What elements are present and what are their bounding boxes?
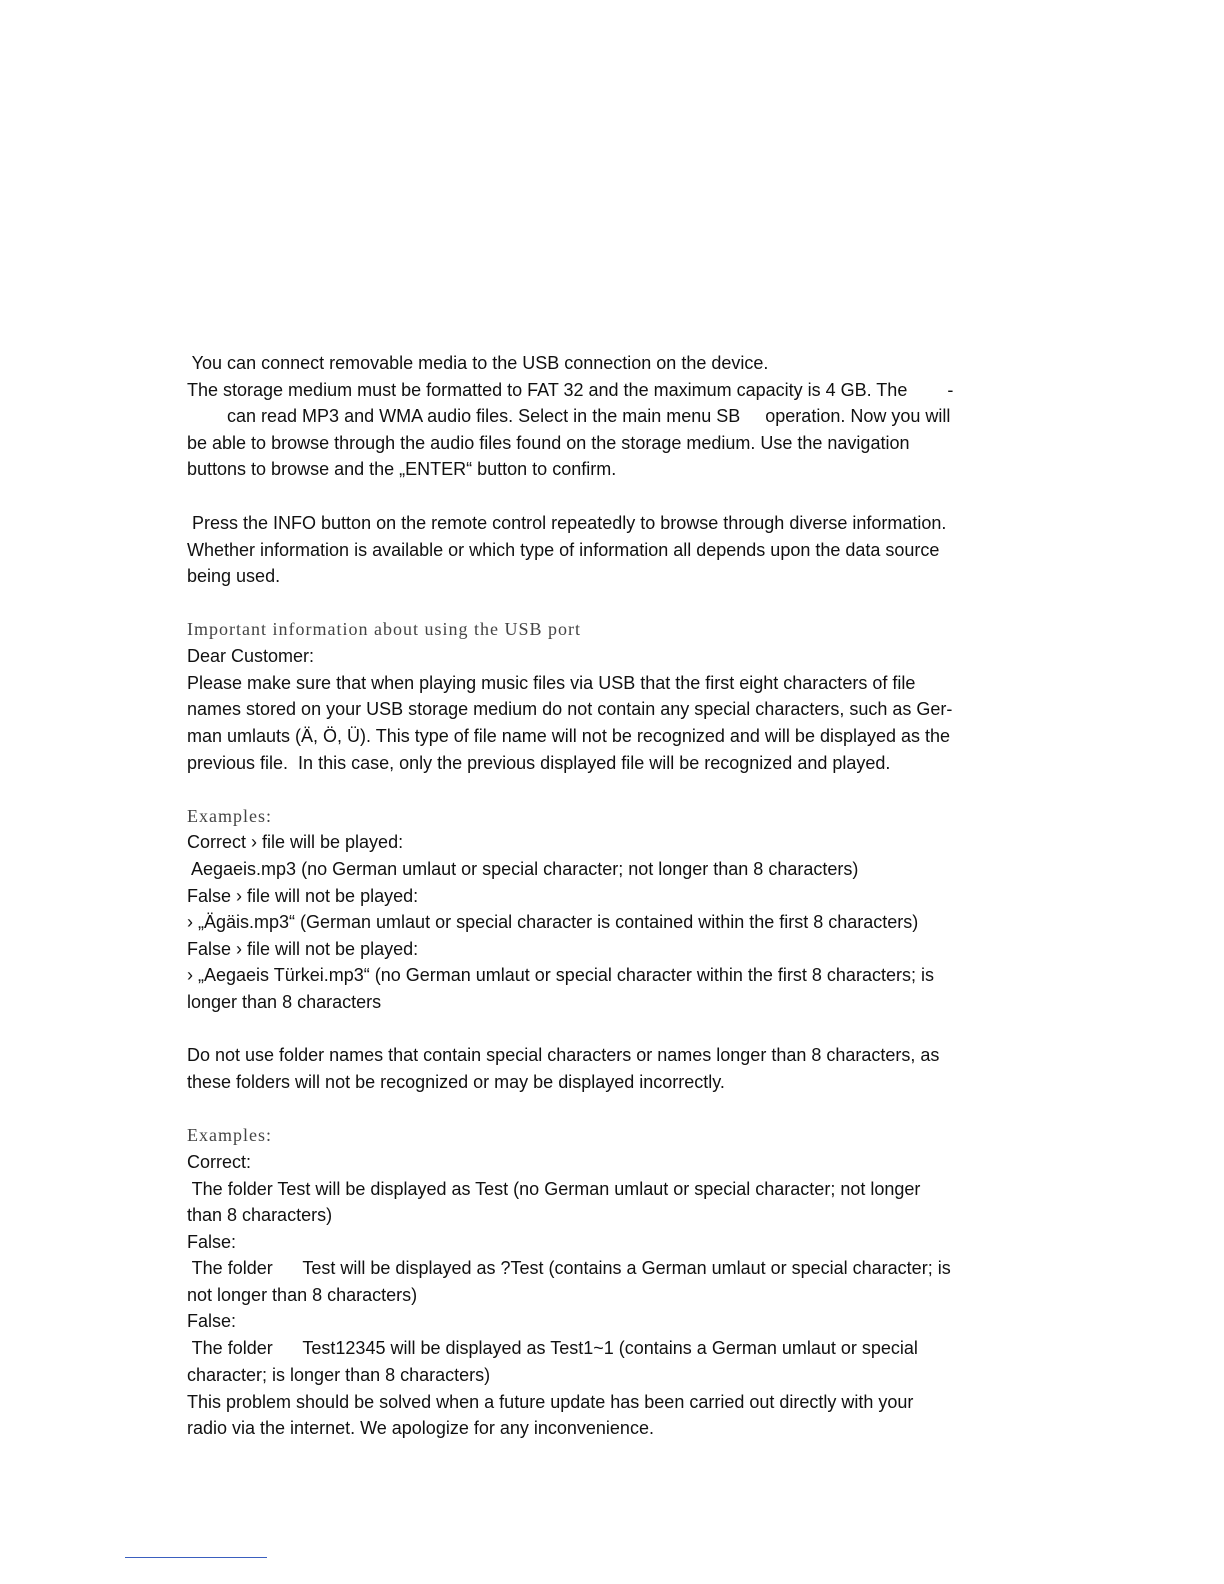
file-examples-heading: Examples: [187, 806, 272, 826]
file-example-line-6: › „Aegaeis Türkei.mp3“ (no German umlaut or special character within the first 8 characters; is [187, 965, 934, 985]
file-example-line-4: › „Ägäis.mp3“ (German umlaut or special character is contained within the first 8 characters) [187, 912, 919, 932]
folder-example-line-8: The folder Test12345 will be displayed as Test1~1 (contains a German umlaut or special [187, 1338, 918, 1358]
usb-text-line-1: You can connect removable media to the USB connection on the device. [187, 353, 769, 373]
info-text-line-2: Whether information is available or which type of information all depends upon the data source [187, 540, 940, 560]
important-text-line-1: Dear Customer: [187, 646, 315, 666]
folder-example-line-7: False: [187, 1311, 237, 1331]
folder-example-line-3: than 8 characters) [187, 1205, 333, 1225]
info-text-line-1: Press the INFO button on the remote control repeatedly to browse through diverse information. [187, 513, 947, 533]
file-example-line-7: longer than 8 characters [187, 992, 382, 1012]
info-text-line-3: being used. [187, 566, 281, 586]
folder-example-line-2: The folder Test will be displayed as Test (no German umlaut or special character; not longer [187, 1179, 921, 1199]
folder-example-line-9: character; is longer than 8 characters) [187, 1365, 491, 1385]
folder-example-line-6: not longer than 8 characters) [187, 1285, 418, 1305]
important-text-line-5: previous file. In this case, only the previous displayed file will be recognized and played. [187, 753, 891, 773]
footer-rule [125, 1557, 267, 1558]
folder-text-line-2: these folders will not be recognized or may be displayed incorrectly. [187, 1072, 725, 1092]
folder-examples-heading: Examples: [187, 1125, 272, 1145]
usb-text-line-2: The storage medium must be formatted to FAT 32 and the maximum capacity is 4 GB. The - [187, 380, 954, 400]
important-text-line-2: Please make sure that when playing music files via USB that the first eight characters of file [187, 673, 916, 693]
important-text-line-3: names stored on your USB storage medium do not contain any special characters, such as Ger- [187, 699, 953, 719]
folder-example-line-1: Correct: [187, 1152, 252, 1172]
folder-example-line-5: The folder Test will be displayed as ?Test (contains a German umlaut or special character; is [187, 1258, 951, 1278]
important-text-line-4: man umlauts (Ä, Ö, Ü). This type of file name will not be recognized and will be displayed as the [187, 726, 951, 746]
folder-example-line-4: False: [187, 1232, 237, 1252]
file-example-line-2: Aegaeis.mp3 (no German umlaut or special character; not longer than 8 characters) [187, 859, 859, 879]
folder-example-line-11: radio via the internet. We apologize for any inconvenience. [187, 1418, 654, 1438]
important-heading: Important information about using the USB port [187, 619, 581, 639]
folder-text-line-1: Do not use folder names that contain special characters or names longer than 8 characters, as [187, 1045, 940, 1065]
usb-text-line-4: be able to browse through the audio files found on the storage medium. Use the navigation [187, 433, 910, 453]
usb-text-line-5: buttons to browse and the „ENTER“ button to confirm. [187, 459, 617, 479]
file-example-line-3: False › file will not be played: [187, 886, 419, 906]
usb-text-line-3: can read MP3 and WMA audio files. Select in the main menu SB operation. Now you will [187, 406, 951, 426]
file-example-line-1: Correct › file will be played: [187, 832, 404, 852]
file-example-line-5: False › file will not be played: [187, 939, 419, 959]
folder-example-line-10: This problem should be solved when a future update has been carried out directly with your [187, 1392, 914, 1412]
